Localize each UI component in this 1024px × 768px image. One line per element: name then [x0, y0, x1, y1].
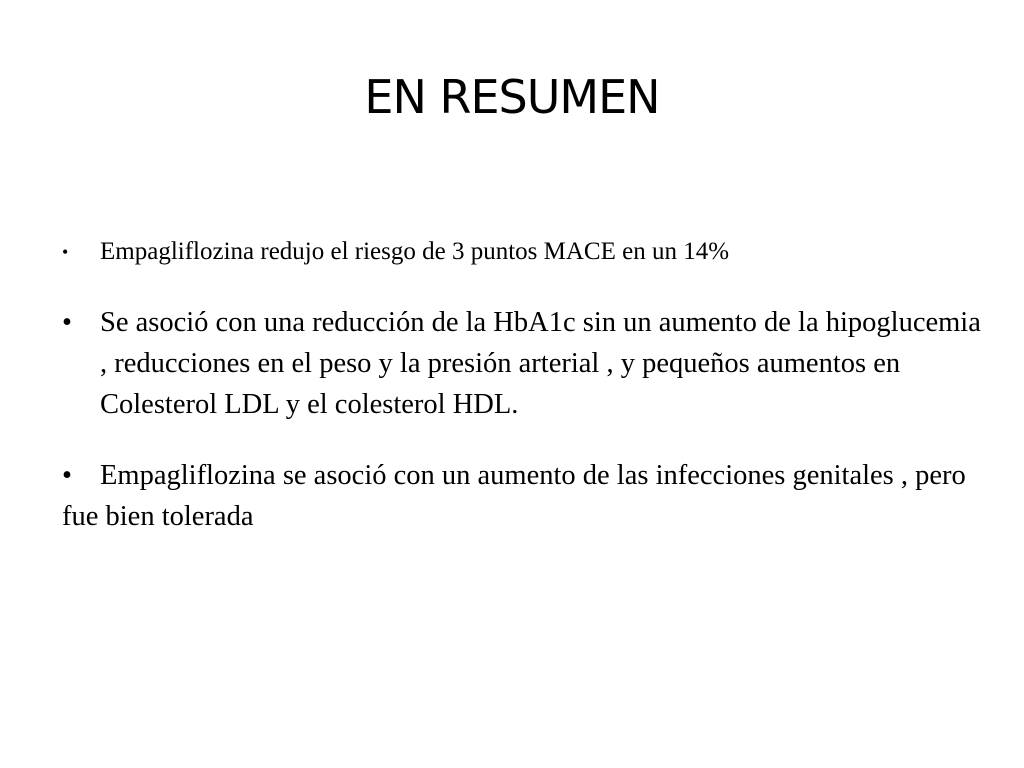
bullet-glyph: • [62, 307, 72, 338]
bullet-text-3: Empagliflozina se asoció con un aumento de las infecciones genitales , pero fue bien tolerada [62, 460, 966, 532]
bullet-text-1: Empagliflozina redujo el riesgo de 3 puntos MACE en un 14% [100, 238, 730, 265]
bullet-glyph: • [62, 460, 72, 491]
bullet-item-1 [62, 232, 982, 272]
bullet-list [62, 232, 982, 537]
bullet-item-3 [62, 455, 982, 537]
slide-title: EN RESUMEN [364, 70, 660, 124]
bullet-glyph: • [62, 242, 69, 262]
bullet-item-2 [62, 302, 982, 425]
bullet-text-2: Se asoció con una reducción de la HbA1c sin un aumento de la hipoglucemia , reducciones en el peso y la presión arterial , y pequeños aumentos en Colesterol LDL y el colesterol HDL. [100, 307, 981, 420]
